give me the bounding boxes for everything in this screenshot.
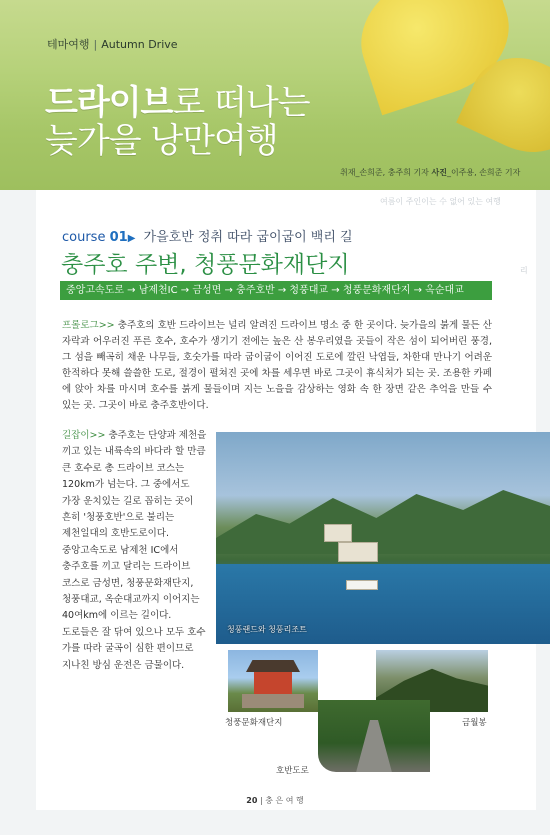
course-headline: 충주호 주변, 청풍문화재단지	[61, 252, 350, 278]
section-name: 테마여행	[47, 38, 90, 51]
mountain-shape	[216, 474, 550, 554]
photo-caption-road: 호반도로	[276, 766, 309, 776]
bleed-through-text: 여름이 주인이는 수 없어 있는 여행	[380, 197, 501, 206]
play-arrow-icon: ▶	[127, 233, 136, 244]
lakeside-road-photo	[318, 700, 430, 772]
photo-caption-gate: 청풍문화재단지	[225, 718, 283, 728]
guide-text: 충주호는 단양과 제천을 끼고 있는 내륙속의 바다라 할 만큼 큰 호수로 총 드라이브 코스는 120km가 넘는다. 그 중에서도 가장 운치있는 길로 꼽히는 곳이 흔히 '청풍호반'으로 불리는 제천일대의 호반도로이다. 중앙고속도로 남제천 IC에서 충주호를 끼고 달리는 드라이브 코스로 금성면, 청풍문화재단지, 청풍대교, 옥순대교까지 이어지는 40여km에 이르는 길이다. 도로들은 잘 닦여 있으나 모두 호수 가를 따라 굴곡이 심한 편이므로 지나친 방심 운전은 금물이다.	[62, 430, 207, 671]
credits	[340, 167, 520, 178]
heritage-gate-photo	[228, 650, 318, 712]
publication-name: 충 은 여 행	[265, 796, 304, 805]
course-word: course	[62, 230, 106, 245]
page-title-line1	[45, 84, 310, 122]
gate-body	[254, 672, 292, 694]
page-footer: 20 | 충 은 여 행	[246, 796, 304, 805]
course-label	[62, 226, 353, 245]
course-subtitle: 가을호반 정취 따라 굽이굽이 백리 길	[143, 230, 353, 245]
guide-label: 길잡이>>	[62, 430, 106, 441]
road-shape	[354, 720, 394, 772]
bleed-through-text: 리	[520, 266, 528, 275]
route-bar: 중앙고속도로 → 남제천IC → 금성면 → 충주호반 → 청풍대교 → 청풍문화재단지 → 옥순대교	[60, 281, 492, 300]
gate-roof	[246, 660, 300, 672]
boat-dock	[346, 580, 378, 590]
lake-photo	[216, 432, 550, 644]
section-subname: Autumn Drive	[101, 38, 178, 51]
prologue-paragraph	[62, 318, 492, 414]
credits-text: 취재_손희준, 충주희 기자	[340, 168, 429, 177]
section-label: 테마여행 | Autumn Drive	[47, 38, 178, 51]
title-bold: 드라이브	[45, 83, 173, 123]
gate-base	[242, 694, 304, 708]
credits-photo: _이주용, 손희준 기자	[446, 168, 521, 177]
prologue-label: 프롤로그>>	[62, 320, 115, 331]
resort-building	[338, 542, 378, 562]
credits-photo-label: 사진	[431, 168, 447, 177]
photo-caption-peak: 금월봉	[462, 718, 487, 728]
resort-building	[324, 524, 352, 542]
course-number: 01	[109, 230, 128, 245]
photo-caption-main: 청풍랜드와 청풍리조트	[227, 625, 307, 634]
prologue-text: 충주호의 호반 드라이브는 널리 알려진 드라이브 명소 중 한 곳이다. 늦가을의 붉게 물든 산자락과 어우러진 푸른 호수, 호수가 생기기 전에는 높은 산 봉우리였을 곳들이 작은 섬이 되어버린 풍경, 그 섬을 빼곡히 채운 나무들, 호숫가를 따라 굽이굽이 이어진 도로에 깔린 낙엽들, 차한대 만나기 어려운 한적하다 못해 쓸쓸한 도로, 절경이 펼쳐진 곳에 차를 세우면 바로 그곳이 휴식처가 되는 곳. 조용한 카페에 앉아 차를 마시며 호수를 붉게 물들이며 지는 노을을 감상하는 영화 속 한 장면 같은 추억을 만들 수 있는 곳. 그곳이 바로 충주호반이다.	[62, 320, 492, 411]
guide-paragraph	[62, 428, 209, 674]
page-number: 20	[246, 796, 258, 805]
page-title-line2: 늦가을 낭만여행	[45, 121, 278, 161]
title-rest: 로 떠나는	[172, 83, 310, 123]
